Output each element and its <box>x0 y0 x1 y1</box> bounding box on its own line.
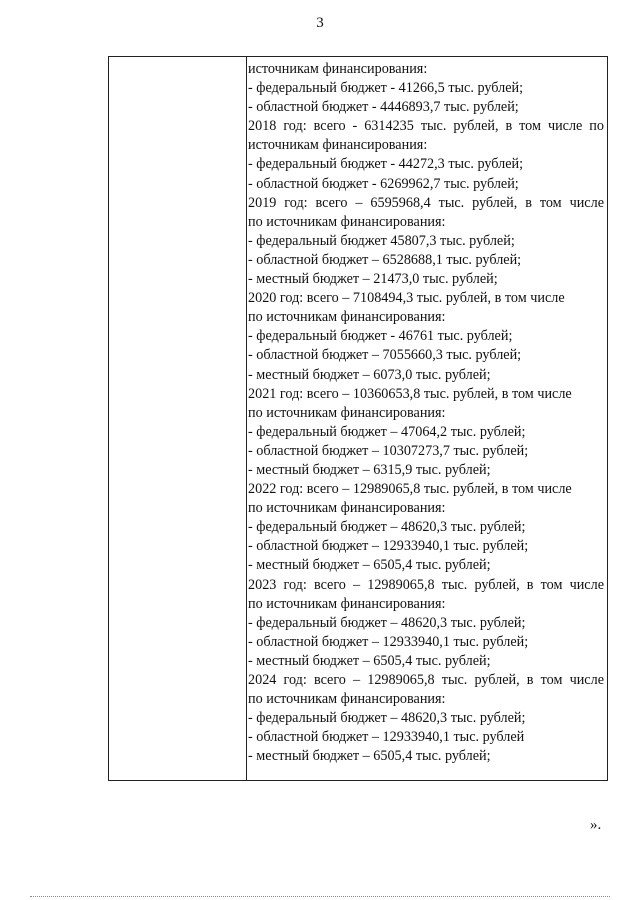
funding-text-line: 2019 год: всего – 6595968,4 тыс. рублей, в том числе <box>248 194 604 211</box>
funding-text-line: - областной бюджет – 6528688,1 тыс. рублей; <box>248 251 522 268</box>
funding-text-line: 2021 год: всего – 10360653,8 тыс. рублей, в том числе <box>248 385 572 402</box>
funding-text-line: - федеральный бюджет – 47064,2 тыс. рублей; <box>248 423 526 440</box>
funding-text-line: - федеральный бюджет - 44272,3 тыс. рублей; <box>248 156 524 173</box>
funding-text-line: - местный бюджет – 6315,9 тыс. рублей; <box>248 461 491 478</box>
scan-edge-line <box>30 896 610 897</box>
funding-text-line: - федеральный бюджет 45807,3 тыс. рублей; <box>248 232 515 249</box>
funding-text-line: - местный бюджет – 6073,0 тыс. рублей; <box>248 366 491 383</box>
page-number: 3 <box>316 15 324 31</box>
funding-text-line: 2018 год: всего - 6314235 тыс. рублей, в том числе по <box>248 118 604 135</box>
table-left-cell <box>109 57 247 780</box>
funding-text-line: - областной бюджет - 6269962,7 тыс. рублей; <box>248 175 519 192</box>
funding-text-line: - местный бюджет – 6505,4 тыс. рублей; <box>248 557 491 574</box>
funding-text-line: - федеральный бюджет - 41266,5 тыс. рублей; <box>248 80 524 97</box>
funding-text-line: по источникам финансирования: <box>248 404 446 421</box>
funding-text-line: по источникам финансирования: <box>248 691 446 708</box>
funding-text-line: - областной бюджет – 12933940,1 тыс. рублей; <box>248 538 529 555</box>
funding-text-line: - федеральный бюджет – 48620,3 тыс. рублей; <box>248 710 526 727</box>
funding-table <box>108 56 608 781</box>
funding-text-line: 2024 год: всего – 12989065,8 тыс. рублей, в том числе <box>248 672 604 688</box>
funding-text-line: - областной бюджет - 4446893,7 тыс. рублей; <box>248 99 519 116</box>
table-right-cell <box>248 60 604 766</box>
funding-text-line: 2020 год: всего – 7108494,3 тыс. рублей, в том числе <box>248 290 565 307</box>
funding-text-line: 2023 год: всего – 12989065,8 тыс. рублей, в том числе <box>248 576 604 593</box>
funding-text-line: - областной бюджет – 12933940,1 тыс. рублей <box>248 729 525 746</box>
funding-text-line: - местный бюджет – 6505,4 тыс. рублей; <box>248 652 491 669</box>
funding-text-line: - местный бюджет – 6505,4 тыс. рублей; <box>248 748 491 765</box>
funding-text-line: 2022 год: всего – 12989065,8 тыс. рублей, в том числе <box>248 481 572 498</box>
funding-text-line: - федеральный бюджет – 48620,3 тыс. рублей; <box>248 519 526 536</box>
funding-text-line: по источникам финансирования: <box>248 309 446 326</box>
funding-text-line: - федеральный бюджет – 48620,3 тыс. рублей; <box>248 614 526 631</box>
funding-text-line: - федеральный бюджет - 46761 тыс. рублей; <box>248 328 513 345</box>
funding-text-line: - областной бюджет – 7055660,3 тыс. рублей; <box>248 347 522 364</box>
funding-text-line: - местный бюджет – 21473,0 тыс. рублей; <box>248 271 498 288</box>
funding-text-line: источникам финансирования: <box>248 137 428 154</box>
funding-text-line: по источникам финансирования: <box>248 213 446 230</box>
closing-quote: ». <box>590 817 602 833</box>
funding-text-line: источникам финансирования: <box>248 61 428 77</box>
funding-text-line: по источникам финансирования: <box>248 500 446 517</box>
funding-text-line: - областной бюджет – 10307273,7 тыс. рублей; <box>248 442 529 459</box>
funding-text-line: - областной бюджет – 12933940,1 тыс. рублей; <box>248 633 529 650</box>
funding-text-line: по источникам финансирования: <box>248 595 446 612</box>
